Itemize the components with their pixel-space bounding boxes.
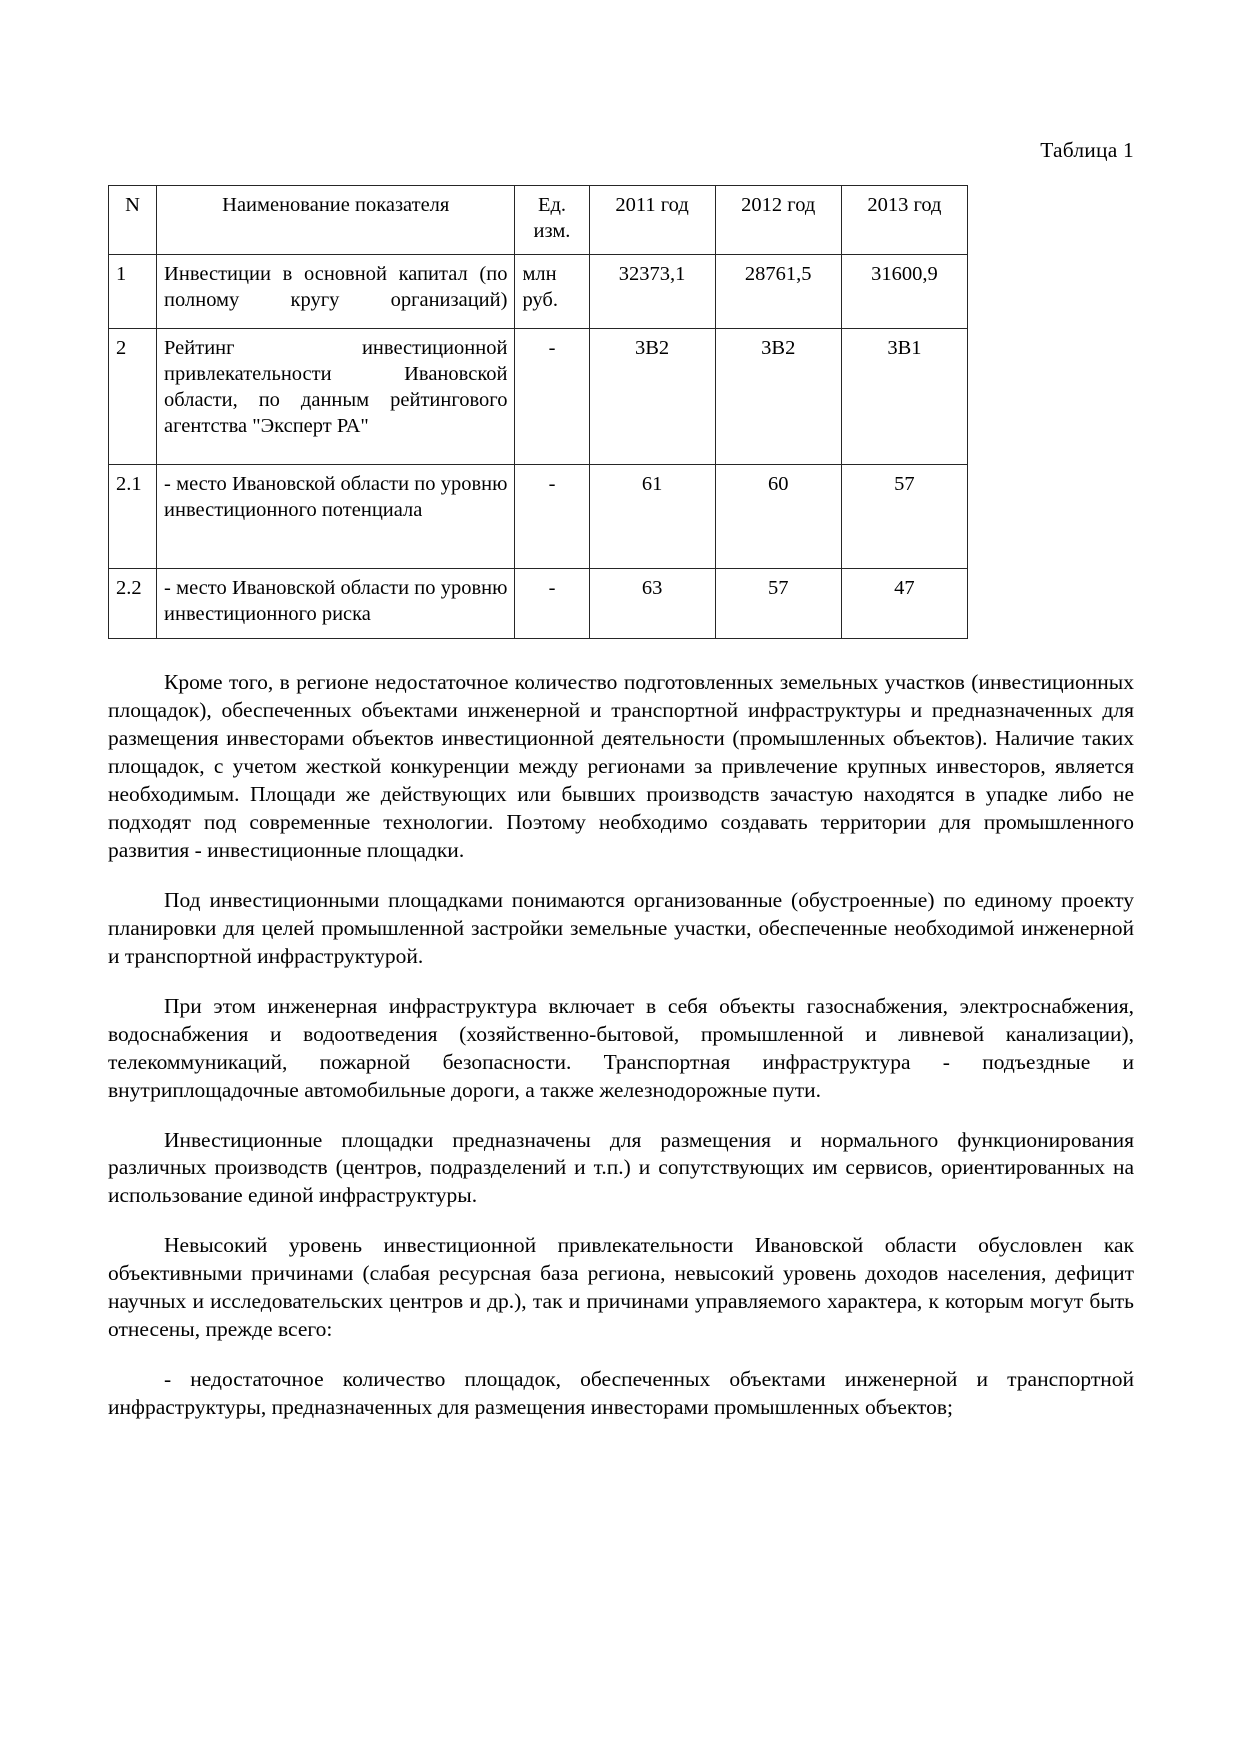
cell-indicator-name: - место Ивановской области по уровню инвестиционного потенциала [157,465,515,569]
header-cell-year-2012: 2012 год [715,185,841,255]
table-row [109,465,968,569]
header-unit-line1: Ед. [537,193,567,216]
paragraph: Кроме того, в регионе недостаточное количество подготовленных земельных участков (инвестиционных площадок), обеспеченных объектами инженерной и транспортной инфраструктуры и предназначенных для размещения инвесторами объектов инвестиционной деятельности (промышленных объектов). Наличие таких площадок, с учетом жесткой конкуренции между регионами за привлечение крупных инвесторов, является необходимым. Площади же действующих или бывших производств зачастую находятся в упадке либо не подходят под современные технологии. Поэтому необходимо создавать территории для промышленного развития - инвестиционные площадки. [108,670,1134,862]
cell-value-2012: 60 [715,465,841,569]
cell-value-2013: 3В1 [841,329,967,465]
paragraph: - недостаточное количество площадок, обеспеченных объектами инженерной и транспортной инфраструктуры, предназначенных для размещения инвесторами промышленных объектов; [108,1367,1134,1419]
cell-row-number: 1 [109,255,157,329]
header-cell-unit [515,185,589,255]
table-row [109,329,968,465]
paragraph: Под инвестиционными площадками понимаются организованные (обустроенные) по единому проекту планировки для целей промышленной застройки земельные участки, обеспеченные необходимой инженерной и транспортной инфраструктурой. [108,887,1134,968]
cell-value-2011: 32373,1 [589,255,715,329]
table-row [109,569,968,639]
table-header-row [109,185,968,255]
body-text [108,669,1134,1422]
cell-value-2012: 28761,5 [715,255,841,329]
cell-indicator-name: Инвестиции в основной капитал (по полному кругу организаций) [157,255,515,329]
header-cell-year-2011: 2011 год [589,185,715,255]
cell-value-2011: 63 [589,569,715,639]
paragraph: Невысокий уровень инвестиционной привлекательности Ивановской области обусловлен как объективными причинами (слабая ресурсная база региона, невысокий уровень доходов населения, дефицит научных и исследовательских центров и др.), так и причинами управляемого характера, к которым могут быть отнесены, прежде всего: [108,1233,1134,1342]
cell-unit: - [515,329,589,465]
paragraph: При этом инженерная инфраструктура включает в себя объекты газоснабжения, электроснабжения, водоснабжения и водоотведения (хозяйственно-бытовой, промышленной и ливневой канализации), телекоммуникаций, пожарной безопасности. Транспортная инфраструктура - подъездные и внутриплощадочные автомобильные дороги, а также железнодорожные пути. [108,993,1134,1102]
cell-unit-line2: руб. [522,289,558,312]
cell-unit [515,255,589,329]
header-cell-number: N [109,185,157,255]
cell-row-number: 2 [109,329,157,465]
cell-value-2012: 3В2 [715,329,841,465]
cell-value-2013: 47 [841,569,967,639]
cell-row-number: 2.2 [109,569,157,639]
paragraph: Инвестиционные площадки предназначены для размещения и нормального функционирования различных производств (центров, подразделений и т.п.) и сопутствующих им сервисов, ориентированных на использование единой инфраструктуры. [108,1127,1134,1208]
page-content [108,138,1134,1422]
header-unit-line2: изм. [533,219,571,242]
header-cell-year-2013: 2013 год [841,185,967,255]
header-cell-indicator-name: Наименование показателя [157,185,515,255]
cell-unit-line1: млн [522,263,557,286]
cell-indicator-name: Рейтинг инвестиционной привлекательности Ивановской области, по данным рейтингового агентства "Эксперт РА" [157,329,515,465]
table-row [109,255,968,329]
cell-indicator-name: - место Ивановской области по уровню инвестиционного риска [157,569,515,639]
cell-unit: - [515,465,589,569]
table-caption: Таблица 1 [1040,138,1134,162]
cell-unit: - [515,569,589,639]
cell-row-number: 2.1 [109,465,157,569]
investment-indicators-table [108,185,968,640]
cell-value-2013: 31600,9 [841,255,967,329]
cell-value-2012: 57 [715,569,841,639]
cell-value-2011: 61 [589,465,715,569]
cell-value-2013: 57 [841,465,967,569]
cell-value-2011: 3В2 [589,329,715,465]
